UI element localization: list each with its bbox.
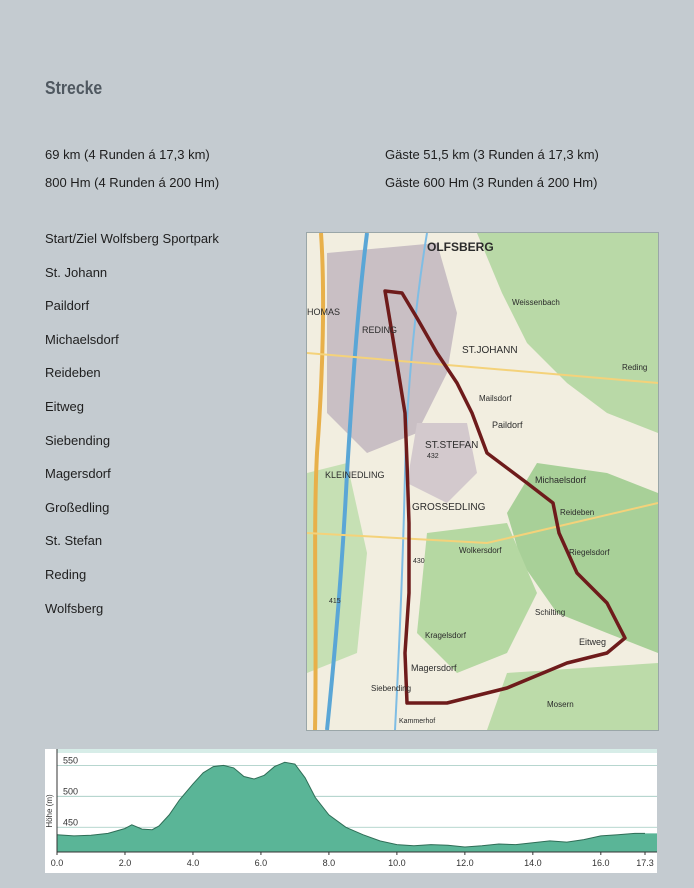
x-tick-label: 4.0 — [186, 858, 200, 868]
map-label-st-johann: ST.JOHANN — [462, 345, 518, 356]
x-tick-labels — [51, 852, 654, 868]
main-distance: 69 km (4 Runden á 17,3 km) — [45, 147, 210, 162]
x-tick-label: 16.0 — [592, 858, 610, 868]
stop-item: Reding — [45, 566, 87, 582]
x-tick-label: 14.0 — [524, 858, 542, 868]
map-label-thomas: HOMAS — [307, 307, 341, 317]
route-map — [306, 232, 659, 731]
map-label-grossedling: GROSSEDLING — [412, 502, 486, 513]
map-label-elev-415: 415 — [329, 598, 341, 605]
y-tick-label: 500 — [63, 786, 79, 797]
x-tick-label: 2.0 — [118, 858, 132, 868]
map-label-reding-east: Reding — [622, 363, 648, 372]
map-label-reideben: Reideben — [560, 508, 595, 517]
plot-band — [57, 749, 657, 753]
map-label-wolkersdorf: Wolkersdorf — [459, 546, 502, 555]
elevation-chart — [45, 749, 657, 873]
y-axis-label: Höhe (m) — [45, 794, 54, 828]
stop-item: Paildorf — [45, 298, 90, 314]
map-label-elev-432: 432 — [427, 453, 439, 460]
stop-item: Siebending — [45, 432, 111, 448]
y-tick-label: 550 — [63, 755, 79, 766]
x-tick-label: 17.3 — [636, 858, 654, 868]
stop-item: Eitweg — [45, 398, 85, 414]
y-tick-labels — [63, 755, 78, 827]
main-elevation: 800 Hm (4 Runden á 200 Hm) — [45, 175, 220, 190]
stop-item: Reideben — [45, 365, 101, 381]
map-label-kleinedling: KLEINEDLING — [325, 470, 385, 480]
map-label-mailsdorf: Mailsdorf — [479, 394, 512, 403]
map-label-mosern: Mosern — [547, 700, 574, 709]
x-tick-label: 8.0 — [322, 858, 336, 868]
stop-item: St. Stefan — [45, 533, 103, 549]
grid-lines — [57, 749, 657, 827]
elevation-area — [57, 762, 657, 852]
stop-item: Magersdorf — [45, 466, 111, 482]
stop-item: Start/Ziel Wolfsberg Sportpark — [45, 231, 219, 246]
elevation-profile — [45, 749, 657, 873]
x-tick-label: 6.0 — [254, 858, 268, 868]
x-tick-label: 0.0 — [50, 858, 64, 868]
x-tick-label: 10.0 — [388, 858, 406, 868]
stop-item: Michaelsdorf — [45, 331, 119, 347]
map-label-wolfsberg: OLFSBERG — [427, 240, 494, 254]
map-label-kragelsdorf: Kragelsdorf — [425, 631, 466, 640]
y-tick-label: 450 — [63, 817, 79, 828]
map-label-elev-430: 430 — [413, 558, 425, 565]
map-label-michaelsdorf: Michaelsdorf — [535, 475, 587, 485]
stop-item: St. Johann — [45, 264, 108, 280]
section-title: Strecke — [45, 78, 103, 98]
stop-item: Wolfsberg — [45, 600, 104, 616]
map-label-reding: REDING — [362, 325, 398, 335]
map-label-st-stefan: ST.STEFAN — [425, 440, 479, 451]
map-label-kammerhof: Kammerhof — [399, 718, 436, 725]
route-map-svg — [307, 233, 658, 730]
map-label-schilting: Schilting — [535, 608, 566, 617]
map-label-magersdorf: Magersdorf — [411, 663, 457, 673]
guest-distance: Gäste 51,5 km (3 Runden á 17,3 km) — [385, 147, 599, 162]
map-label-riegelsdorf: Riegelsdorf — [569, 548, 610, 557]
stop-item: Großedling — [45, 499, 110, 515]
forest-area — [487, 663, 658, 730]
map-label-siebending: Siebending — [371, 684, 412, 693]
map-label-weissenbach: Weissenbach — [512, 298, 560, 307]
map-label-paildorf: Paildorf — [492, 420, 523, 430]
map-label-eitweg: Eitweg — [579, 637, 607, 647]
guest-elevation: Gäste 600 Hm (3 Runden á 200 Hm) — [385, 175, 598, 190]
stop-list — [45, 230, 219, 633]
x-tick-label: 12.0 — [456, 858, 474, 868]
